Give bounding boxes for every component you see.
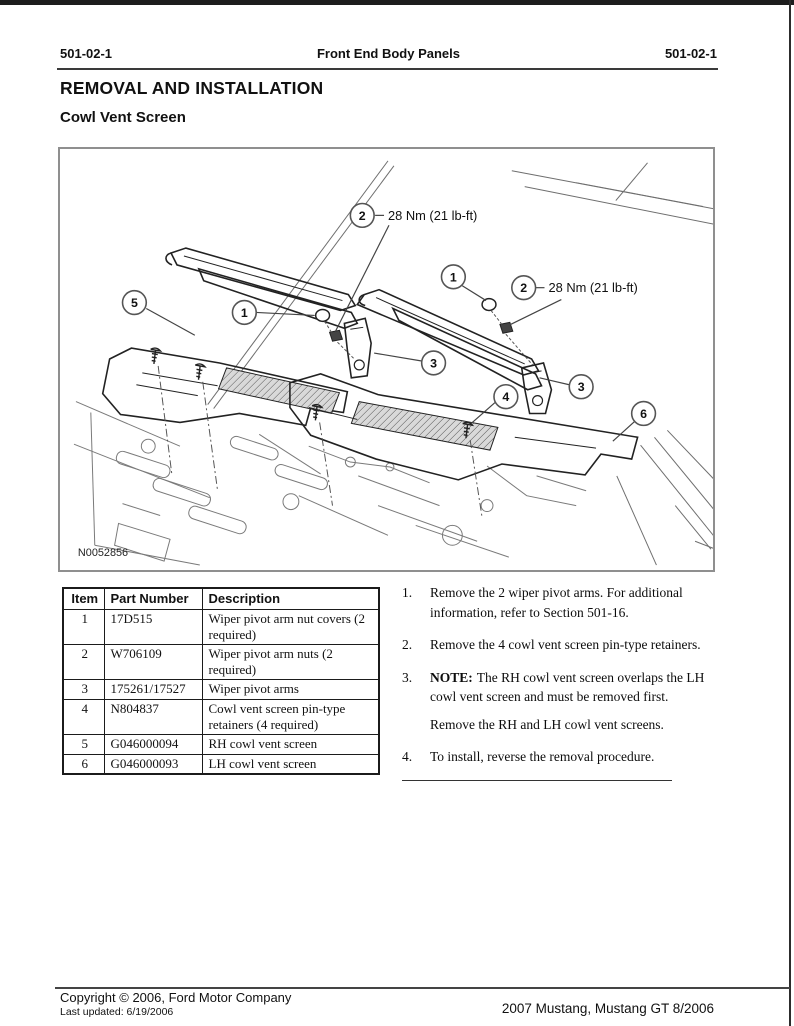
step-text: The RH cowl vent screen overlaps the LH cowl vent screen and must be removed first. (430, 669, 705, 705)
page-top-border (0, 0, 794, 5)
svg-text:4: 4 (502, 390, 510, 405)
figure-id: N0052856 (77, 547, 129, 560)
engine-bay-lines (74, 402, 586, 565)
cell-item: 5 (63, 735, 104, 755)
svg-text:6: 6 (640, 406, 648, 421)
step-note-paragraph (430, 670, 704, 705)
torque-label-top: 28 Nm (21 lb-ft) (387, 207, 478, 223)
footer-copyright: Copyright © 2006, Ford Motor Company (60, 990, 292, 1005)
cell-part-number: W706109 (104, 645, 202, 680)
svg-text:3: 3 (430, 356, 437, 371)
header-section-code-left: 501-02-1 (60, 46, 113, 61)
cell-item: 2 (63, 645, 104, 680)
footer-last-updated: Last updated: 6/19/2006 (60, 1006, 174, 1018)
page-right-border (789, 0, 791, 1026)
col-header-description: Description (202, 588, 379, 610)
cell-description: Wiper pivot arms (202, 680, 379, 700)
end-of-procedure-rule (402, 780, 672, 781)
cell-description: LH cowl vent screen (202, 754, 379, 774)
cell-part-number: N804837 (104, 699, 202, 734)
step-item-3 (402, 668, 716, 735)
step-item-1 (402, 583, 716, 622)
rh-wiper-arm (357, 290, 551, 414)
cell-description: Wiper pivot arm nut covers (2 required) (202, 610, 379, 645)
cell-part-number: 175261/17527 (104, 680, 202, 700)
col-header-part-number: Part Number (104, 588, 202, 610)
step-number: 2. (402, 637, 413, 653)
cell-part-number: 17D515 (104, 610, 202, 645)
header-section-code-right: 501-02-1 (664, 46, 717, 61)
table-row (63, 754, 379, 774)
header-title: Front End Body Panels (316, 46, 460, 61)
footer-rule (55, 987, 790, 989)
table-row (63, 610, 379, 645)
cell-item: 4 (63, 699, 104, 734)
cell-description: Cowl vent screen pin-type retainers (4 required) (202, 699, 379, 734)
callout-6 (632, 402, 656, 426)
step-text-2: Remove the RH and LH cowl vent screens. (430, 716, 664, 732)
table-row (63, 699, 379, 734)
step-number: 4. (402, 749, 413, 765)
table-row (63, 735, 379, 755)
step-text: To install, reverse the removal procedure. (430, 749, 655, 765)
svg-text:2: 2 (358, 208, 366, 223)
cell-description: Wiper pivot arm nuts (2 required) (202, 645, 379, 680)
torque-label-right: 28 Nm (21 lb-ft) (548, 280, 638, 296)
figure-frame (58, 147, 715, 572)
step-number: 1. (402, 585, 413, 600)
step-item-2 (402, 635, 716, 655)
cell-part-number: G046000093 (104, 754, 202, 774)
cell-item: 6 (63, 754, 104, 774)
note-label: NOTE: (430, 669, 473, 685)
lh-cowl-vent-screen (103, 348, 348, 425)
cell-item: 1 (63, 610, 104, 645)
cell-item: 3 (63, 680, 104, 700)
page-header (60, 46, 717, 61)
footer-vehicle-info: 2007 Mustang, Mustang GT 8/2006 (501, 1001, 714, 1016)
table-row (63, 645, 379, 680)
section-title: REMOVAL AND INSTALLATION (60, 78, 324, 98)
table-row (63, 680, 379, 700)
svg-text:1: 1 (240, 305, 248, 320)
callout-3-right (569, 375, 593, 399)
callout-5 (123, 291, 147, 315)
svg-text:5: 5 (130, 295, 138, 310)
step-text: Remove the 2 wiper pivot arms. For additional information, refer to Section 501-16. (430, 585, 683, 620)
callout-4 (494, 385, 518, 409)
step-item-4 (402, 747, 716, 767)
svg-text:3: 3 (577, 380, 585, 395)
cell-part-number: G046000094 (104, 735, 202, 755)
procedure-steps (402, 583, 716, 781)
col-header-item: Item (63, 588, 104, 610)
step-text: Remove the 4 cowl vent screen pin-type retainers. (430, 637, 701, 653)
callout-1-right (441, 265, 465, 289)
callout-2-top (350, 203, 374, 227)
step-number: 3. (402, 669, 413, 685)
parts-table (62, 587, 380, 775)
svg-text:2: 2 (520, 281, 528, 296)
subsection-title: Cowl Vent Screen (60, 109, 186, 126)
callout-1-left (232, 301, 256, 325)
cowl-vent-screen-diagram (60, 149, 713, 570)
cell-description: RH cowl vent screen (202, 735, 379, 755)
header-rule (57, 68, 718, 70)
svg-text:1: 1 (449, 270, 457, 285)
callout-3-mid (422, 351, 446, 375)
callout-2-right (512, 276, 536, 300)
parts-table-header-row (63, 588, 379, 610)
